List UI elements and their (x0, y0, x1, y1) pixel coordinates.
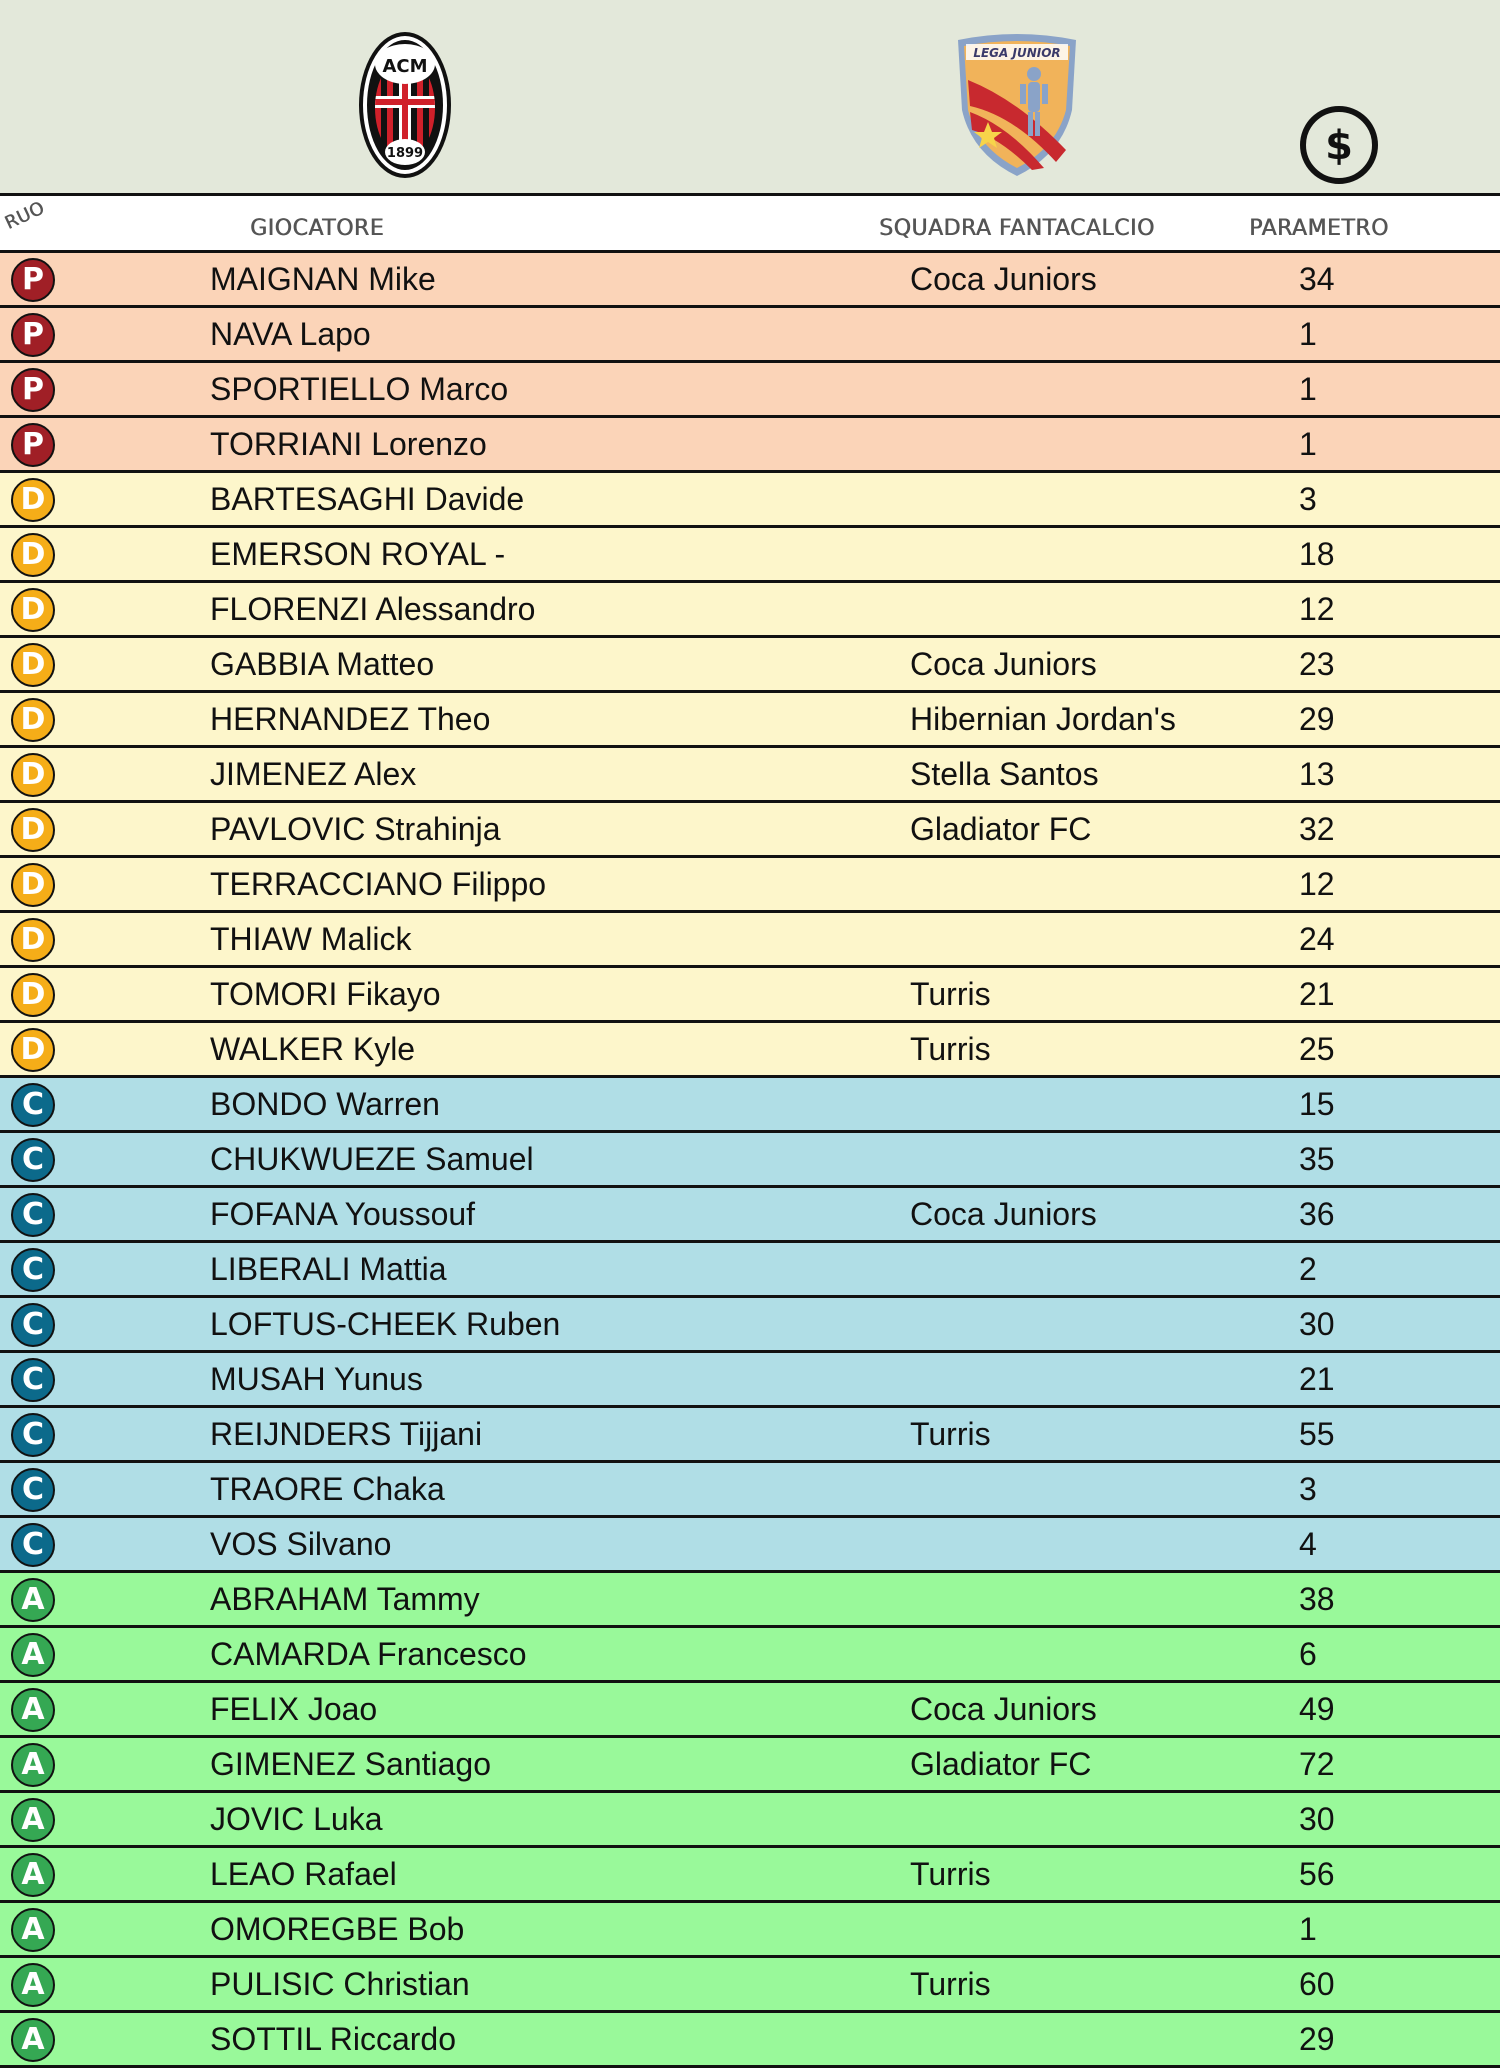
table-header (0, 196, 1500, 253)
parametro-value: 21 (1299, 1361, 1335, 1397)
role-badge: P (11, 368, 55, 412)
role-badge: A (11, 1908, 55, 1952)
table-row (0, 1023, 1500, 1078)
fanta-team: Coca Juniors (910, 1196, 1097, 1232)
role-badge: A (11, 1633, 55, 1677)
role-badge: C (11, 1523, 55, 1567)
role-badge: A (11, 1798, 55, 1842)
fanta-team: Coca Juniors (910, 646, 1097, 682)
header-ruolo: RUO (1, 197, 48, 235)
header-parametro: PARAMETRO (1249, 216, 1389, 241)
player-name: ABRAHAM Tammy (210, 1581, 480, 1617)
role-badge: D (11, 1028, 55, 1072)
role-badge: D (11, 533, 55, 577)
parametro-value: 60 (1299, 1966, 1335, 2002)
parametro-value: 12 (1299, 866, 1335, 902)
fantacalcio-shield-icon (948, 30, 1086, 180)
parametro-value: 25 (1299, 1031, 1335, 1067)
role-badge: D (11, 973, 55, 1017)
table-row (0, 1738, 1500, 1793)
table-row (0, 473, 1500, 528)
role-badge: D (11, 863, 55, 907)
table-row (0, 968, 1500, 1023)
table-row (0, 1903, 1500, 1958)
player-name: VOS Silvano (210, 1526, 392, 1562)
fanta-team: Gladiator FC (910, 811, 1092, 847)
player-name: HERNANDEZ Theo (210, 701, 491, 737)
table-row (0, 2013, 1500, 2068)
table-row (0, 1353, 1500, 1408)
table-row (0, 1298, 1500, 1353)
player-name: PULISIC Christian (210, 1966, 470, 2002)
parametro-value: 56 (1299, 1856, 1335, 1892)
role-badge: P (11, 313, 55, 357)
player-name: TORRIANI Lorenzo (210, 426, 487, 462)
role-badge: D (11, 808, 55, 852)
player-name: CAMARDA Francesco (210, 1636, 527, 1672)
role-badge: P (11, 423, 55, 467)
role-badge: A (11, 1743, 55, 1787)
fanta-team: Coca Juniors (910, 1691, 1097, 1727)
acmilan-crest-icon (357, 30, 453, 180)
svg-text:LEGA JUNIOR: LEGA JUNIOR (973, 46, 1061, 60)
player-name: SPORTIELLO Marco (210, 371, 509, 407)
table-row (0, 1793, 1500, 1848)
player-name: EMERSON ROYAL - (210, 536, 506, 572)
player-name: FELIX Joao (210, 1691, 378, 1727)
player-name: GIMENEZ Santiago (210, 1746, 491, 1782)
fanta-team: Turris (910, 1856, 991, 1892)
fanta-team: Coca Juniors (910, 261, 1097, 297)
svg-text:$: $ (1325, 123, 1353, 169)
header-squadra-fantacalcio: SQUADRA FANTACALCIO (879, 216, 1155, 241)
parametro-value: 72 (1299, 1746, 1335, 1782)
header-giocatore: GIOCATORE (250, 216, 384, 241)
parametro-value: 3 (1299, 481, 1317, 517)
parametro-value: 34 (1299, 261, 1335, 297)
role-badge: A (11, 2018, 55, 2062)
table-row (0, 1683, 1500, 1738)
parametro-value: 1 (1299, 371, 1317, 407)
parametro-value: 32 (1299, 811, 1335, 847)
parametro-value: 3 (1299, 1471, 1317, 1507)
role-badge: C (11, 1413, 55, 1457)
table-row (0, 1848, 1500, 1903)
table-row (0, 913, 1500, 968)
parametro-value: 18 (1299, 536, 1335, 572)
table-row (0, 638, 1500, 693)
parametro-value: 1 (1299, 1911, 1317, 1947)
fanta-team: Turris (910, 976, 991, 1012)
parametro-value: 29 (1299, 2021, 1335, 2057)
player-name: NAVA Lapo (210, 316, 371, 352)
fanta-team: Hibernian Jordan's (910, 701, 1176, 737)
player-name: LIBERALI Mattia (210, 1251, 447, 1287)
table-row (0, 1628, 1500, 1683)
parametro-value: 38 (1299, 1581, 1335, 1617)
role-badge: C (11, 1193, 55, 1237)
table-row (0, 1573, 1500, 1628)
table-row (0, 1408, 1500, 1463)
player-name: GABBIA Matteo (210, 646, 435, 682)
table-row (0, 1518, 1500, 1573)
logo-banner (0, 0, 1500, 196)
role-badge: D (11, 478, 55, 522)
table-row (0, 253, 1500, 308)
fanta-team: Turris (910, 1416, 991, 1452)
table-row (0, 363, 1500, 418)
parametro-value: 6 (1299, 1636, 1317, 1672)
table-row (0, 803, 1500, 858)
player-name: TRAORE Chaka (210, 1471, 445, 1507)
table-row (0, 1078, 1500, 1133)
role-badge: D (11, 698, 55, 742)
parametro-value: 13 (1299, 756, 1335, 792)
parametro-value: 21 (1299, 976, 1335, 1012)
fanta-team: Gladiator FC (910, 1746, 1092, 1782)
table-row (0, 1188, 1500, 1243)
player-name: OMOREGBE Bob (210, 1911, 465, 1947)
player-name: MAIGNAN Mike (210, 261, 436, 297)
player-table-body (0, 253, 1500, 2068)
table-row (0, 693, 1500, 748)
table-row (0, 308, 1500, 363)
table-row (0, 858, 1500, 913)
role-badge: D (11, 588, 55, 632)
role-badge: C (11, 1303, 55, 1347)
player-name: SOTTIL Riccardo (210, 2021, 456, 2057)
fanta-team: Turris (910, 1966, 991, 2002)
role-badge: D (11, 643, 55, 687)
table-row (0, 748, 1500, 803)
parametro-value: 49 (1299, 1691, 1335, 1727)
role-badge: A (11, 1688, 55, 1732)
table-row (0, 1463, 1500, 1518)
role-badge: C (11, 1083, 55, 1127)
role-badge: C (11, 1358, 55, 1402)
player-name: JOVIC Luka (210, 1801, 383, 1837)
parametro-value: 36 (1299, 1196, 1335, 1232)
parametro-value: 1 (1299, 316, 1317, 352)
parametro-value: 2 (1299, 1251, 1317, 1287)
player-name: REIJNDERS Tijjani (210, 1416, 483, 1452)
role-badge: C (11, 1138, 55, 1182)
fanta-team: Turris (910, 1031, 991, 1067)
player-name: FLORENZI Alessandro (210, 591, 536, 627)
player-name: LOFTUS-CHEEK Ruben (210, 1306, 561, 1342)
svg-text:1899: 1899 (386, 146, 424, 161)
player-name: THIAW Malick (210, 921, 412, 957)
parametro-value: 30 (1299, 1306, 1335, 1342)
role-badge: P (11, 258, 55, 302)
role-badge: C (11, 1248, 55, 1292)
parametro-value: 23 (1299, 646, 1335, 682)
role-badge: C (11, 1468, 55, 1512)
player-name: MUSAH Yunus (210, 1361, 423, 1397)
parametro-value: 15 (1299, 1086, 1335, 1122)
role-badge: A (11, 1578, 55, 1622)
player-name: TOMORI Fikayo (210, 976, 441, 1012)
role-badge: D (11, 918, 55, 962)
player-name: PAVLOVIC Strahinja (210, 811, 501, 847)
table-row (0, 1958, 1500, 2013)
parametro-value: 29 (1299, 701, 1335, 737)
parametro-value: 1 (1299, 426, 1317, 462)
player-name: JIMENEZ Alex (210, 756, 417, 792)
table-row (0, 583, 1500, 638)
fanta-team: Stella Santos (910, 756, 1099, 792)
player-name: BONDO Warren (210, 1086, 440, 1122)
parametro-value: 30 (1299, 1801, 1335, 1837)
player-name: TERRACCIANO Filippo (210, 866, 547, 902)
player-name: FOFANA Youssouf (210, 1196, 476, 1232)
player-name: WALKER Kyle (210, 1031, 416, 1067)
table-row (0, 1243, 1500, 1298)
parametro-value: 35 (1299, 1141, 1335, 1177)
parametro-value: 55 (1299, 1416, 1335, 1452)
role-badge: A (11, 1963, 55, 2007)
player-name: BARTESAGHI Davide (210, 481, 525, 517)
table-row (0, 528, 1500, 583)
dollar-coin-icon (1298, 104, 1380, 186)
player-name: CHUKWUEZE Samuel (210, 1141, 534, 1177)
parametro-value: 4 (1299, 1526, 1317, 1562)
role-badge: A (11, 1853, 55, 1897)
parametro-value: 24 (1299, 921, 1335, 957)
table-row (0, 1133, 1500, 1188)
role-badge: D (11, 753, 55, 797)
svg-text:ACM: ACM (382, 56, 428, 77)
parametro-value: 12 (1299, 591, 1335, 627)
player-name: LEAO Rafael (210, 1856, 397, 1892)
table-row (0, 418, 1500, 473)
